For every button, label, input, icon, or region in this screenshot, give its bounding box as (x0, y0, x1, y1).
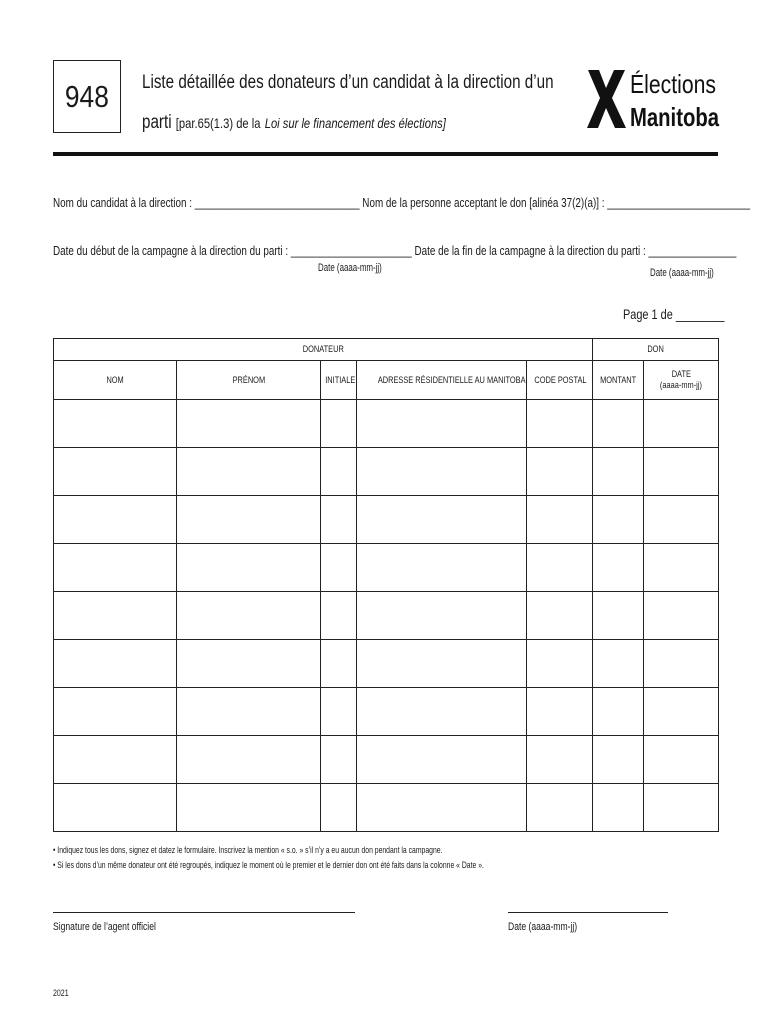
signature-date-label: Date (aaaa-mm-jj) (508, 921, 578, 933)
first-name-cell[interactable] (177, 544, 321, 592)
logo-word-manitoba: Manitoba (630, 102, 720, 132)
amount-cell[interactable] (593, 640, 644, 688)
amount-cell[interactable] (593, 544, 644, 592)
table-row (54, 736, 719, 784)
initial-cell[interactable] (321, 688, 357, 736)
first-name-cell[interactable] (177, 592, 321, 640)
last-name-cell[interactable] (54, 784, 177, 832)
end-date-hint: Date (aaaa-mm-jj) (650, 267, 714, 279)
first-name-cell[interactable] (177, 448, 321, 496)
table-row (54, 688, 719, 736)
header-rule (53, 152, 718, 156)
postal-code-cell[interactable] (527, 640, 593, 688)
postal-code-cell[interactable] (527, 688, 593, 736)
initial-cell[interactable] (321, 784, 357, 832)
signature-line[interactable] (53, 912, 355, 913)
col-header-initial: INITIALE (321, 361, 357, 400)
first-name-cell[interactable] (177, 736, 321, 784)
campaign-end-blank[interactable]: ________________ (648, 243, 737, 258)
amount-cell[interactable] (593, 496, 644, 544)
postal-code-cell[interactable] (527, 400, 593, 448)
date-cell[interactable] (644, 688, 719, 736)
col-header-amount: MONTANT (593, 361, 644, 400)
initial-cell[interactable] (321, 544, 357, 592)
page-number-field[interactable]: Page 1 de ________ (623, 306, 725, 322)
campaign-end-label: Date de la fin de la campagne à la direction du parti : (414, 243, 646, 258)
date-cell[interactable] (644, 400, 719, 448)
form-year: 2021 (53, 988, 69, 998)
first-name-cell[interactable] (177, 784, 321, 832)
postal-code-cell[interactable] (527, 544, 593, 592)
date-cell[interactable] (644, 544, 719, 592)
date-cell[interactable] (644, 592, 719, 640)
address-cell[interactable] (357, 400, 527, 448)
signature-label: Signature de l’agent officiel (53, 921, 156, 933)
accepting-person-label: Nom de la personne acceptant le don [alinéa 37(2)(a)] : (362, 195, 605, 210)
donation-group-header: DON (593, 339, 719, 361)
date-cell[interactable] (644, 784, 719, 832)
candidate-name-label: Nom du candidat à la direction : (53, 195, 192, 210)
amount-cell[interactable] (593, 400, 644, 448)
postal-code-cell[interactable] (527, 496, 593, 544)
donor-group-header: DONATEUR (54, 339, 593, 361)
initial-cell[interactable] (321, 448, 357, 496)
address-cell[interactable] (357, 640, 527, 688)
col-header-date: DATE (aaaa-mm-jj) (644, 361, 719, 400)
start-date-hint: Date (aaaa-mm-jj) (318, 262, 382, 274)
last-name-cell[interactable] (54, 544, 177, 592)
donors-table (53, 338, 719, 832)
address-cell[interactable] (357, 736, 527, 784)
postal-code-cell[interactable] (527, 784, 593, 832)
table-row (54, 448, 719, 496)
campaign-start-label: Date du début de la campagne à la direction du parti : (53, 243, 289, 258)
initial-cell[interactable] (321, 736, 357, 784)
amount-cell[interactable] (593, 736, 644, 784)
address-cell[interactable] (357, 592, 527, 640)
instruction-note-2: • Si les dons d’un même donateur ont été regroupés, indiquez le moment où le premier et le dernier don ont été faits dans la colonne « Date ». (53, 860, 484, 871)
col-header-address: ADRESSE RÉSIDENTIELLE AU MANITOBA (357, 361, 527, 400)
form-number-box (53, 60, 121, 133)
form-number: 948 (65, 78, 109, 114)
table-row (54, 592, 719, 640)
first-name-cell[interactable] (177, 496, 321, 544)
address-cell[interactable] (357, 496, 527, 544)
initial-cell[interactable] (321, 592, 357, 640)
initial-cell[interactable] (321, 640, 357, 688)
table-row (54, 544, 719, 592)
table-row (54, 784, 719, 832)
first-name-cell[interactable] (177, 640, 321, 688)
initial-cell[interactable] (321, 496, 357, 544)
postal-code-cell[interactable] (527, 592, 593, 640)
table-row (54, 400, 719, 448)
candidate-name-blank[interactable]: ______________________________ (194, 195, 360, 210)
col-header-last-name: NOM (54, 361, 177, 400)
elections-manitoba-logo (586, 68, 720, 130)
last-name-cell[interactable] (54, 640, 177, 688)
title-law-name: Loi sur le financement des élections] (264, 115, 446, 131)
address-cell[interactable] (357, 688, 527, 736)
instruction-note-1: • Indiquez tous les dons, signez et datez le formulaire. Inscrivez la mention « s.o. » s’il n’y a eu aucun don pendant la campagne. (53, 845, 443, 856)
first-name-cell[interactable] (177, 688, 321, 736)
last-name-cell[interactable] (54, 496, 177, 544)
amount-cell[interactable] (593, 448, 644, 496)
last-name-cell[interactable] (54, 592, 177, 640)
title-main: parti (142, 112, 172, 133)
candidate-field-row (53, 195, 750, 210)
accepting-person-blank[interactable]: __________________________ (607, 195, 751, 210)
table-row (54, 640, 719, 688)
initial-cell[interactable] (321, 400, 357, 448)
table-row (54, 496, 719, 544)
amount-cell[interactable] (593, 688, 644, 736)
campaign-start-blank[interactable]: ______________________ (290, 243, 412, 258)
form-title-line2 (142, 112, 446, 134)
date-cell[interactable] (644, 496, 719, 544)
date-cell[interactable] (644, 736, 719, 784)
last-name-cell[interactable] (54, 736, 177, 784)
last-name-cell[interactable] (54, 448, 177, 496)
amount-cell[interactable] (593, 592, 644, 640)
logo-x-mark (587, 70, 626, 128)
date-cell[interactable] (644, 448, 719, 496)
last-name-cell[interactable] (54, 688, 177, 736)
col-header-postal-code: CODE POSTAL (527, 361, 593, 400)
address-cell[interactable] (357, 544, 527, 592)
donor-rows (54, 400, 719, 832)
date-cell[interactable] (644, 640, 719, 688)
first-name-cell[interactable] (177, 400, 321, 448)
address-cell[interactable] (357, 448, 527, 496)
col-header-first-name: PRÉNOM (177, 361, 321, 400)
postal-code-cell[interactable] (527, 448, 593, 496)
form-title-line1: Liste détaillée des donateurs d’un candidat à la direction d’un (142, 72, 554, 93)
address-cell[interactable] (357, 784, 527, 832)
campaign-dates-row (53, 243, 736, 258)
postal-code-cell[interactable] (527, 736, 593, 784)
signature-date-line[interactable] (508, 912, 668, 913)
logo-word-elections: Élections (630, 69, 716, 99)
last-name-cell[interactable] (54, 400, 177, 448)
title-reference: [par.65(1.3) de la (175, 115, 261, 131)
amount-cell[interactable] (593, 784, 644, 832)
